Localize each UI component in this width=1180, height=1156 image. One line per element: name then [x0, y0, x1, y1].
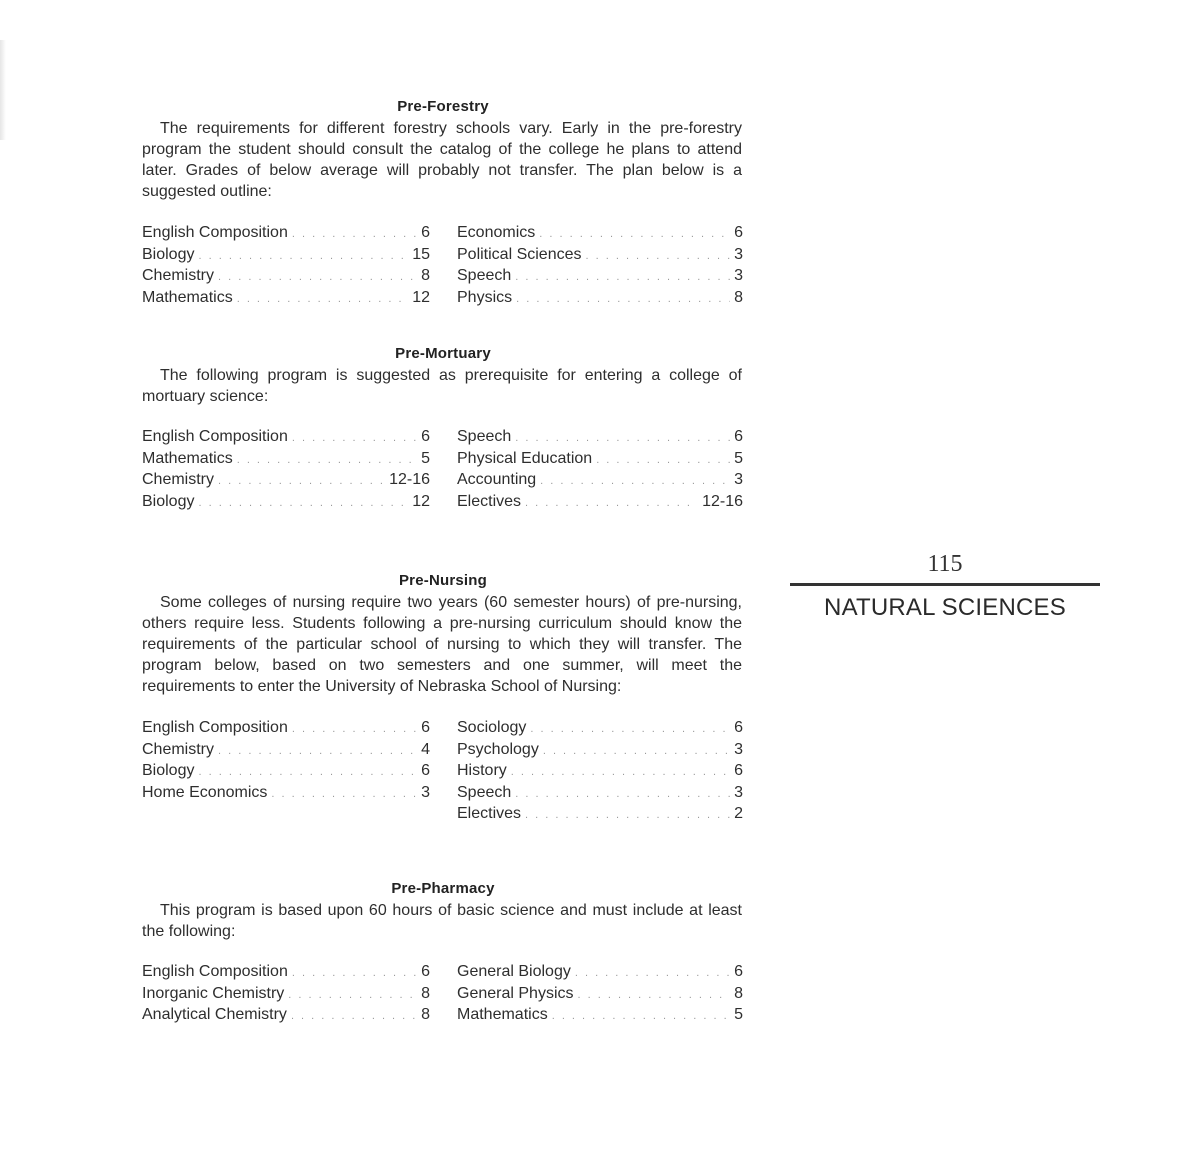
course-row [457, 492, 743, 514]
section-pre-nursing [138, 572, 748, 826]
course-name: General Physics [457, 984, 574, 1002]
course-grid [142, 718, 748, 826]
course-name: Analytical Chemistry [142, 1006, 287, 1024]
course-name: Speech [457, 267, 512, 285]
course-grid [142, 962, 748, 1027]
dot-leader [198, 762, 417, 783]
dot-leader [198, 246, 408, 267]
course-name: Mathematics [142, 288, 233, 306]
course-hours: 5 [734, 1006, 743, 1024]
course-name: Mathematics [457, 1006, 548, 1024]
course-row [457, 804, 743, 826]
course-hours: 8 [734, 984, 743, 1002]
dot-leader [578, 985, 731, 1006]
dot-leader [543, 741, 730, 762]
dot-leader [288, 985, 417, 1006]
course-hours: 12 [412, 492, 430, 510]
course-hours: 8 [421, 267, 430, 285]
course-row [457, 223, 743, 245]
course-list-right [457, 718, 743, 826]
heading-rule [790, 583, 1100, 586]
course-name: Biology [142, 762, 195, 780]
course-hours: 3 [734, 471, 743, 489]
course-row [457, 449, 743, 471]
course-row [457, 962, 743, 984]
dot-leader [530, 719, 730, 740]
course-hours: 6 [421, 762, 430, 780]
dot-leader [575, 963, 730, 984]
course-row [142, 245, 430, 267]
course-name: Chemistry [142, 267, 215, 285]
section-intro: The following program is suggested as prerequisite for entering a college of mortuary science: [142, 367, 742, 405]
course-name: Biology [142, 492, 195, 510]
course-name: Chemistry [142, 740, 215, 758]
course-name: Electives [457, 805, 522, 823]
course-name: Chemistry [142, 471, 215, 489]
course-hours: 8 [734, 288, 743, 306]
course-row [457, 783, 743, 805]
course-row [142, 984, 430, 1006]
dot-leader [218, 267, 417, 288]
course-name: Mathematics [142, 449, 233, 467]
course-hours: 15 [412, 245, 430, 263]
course-list-left [142, 427, 430, 513]
course-name: Sociology [457, 719, 527, 736]
section-title: Pre-Forestry [397, 98, 489, 115]
course-name: Speech [457, 428, 512, 445]
course-name: Accounting [457, 471, 537, 489]
course-hours: 6 [734, 224, 743, 241]
course-name: Political Sciences [457, 245, 582, 263]
course-name: Electives [457, 492, 522, 510]
section-pre-pharmacy [138, 880, 748, 1027]
section-title: Pre-Mortuary [395, 345, 491, 362]
course-list-right [457, 427, 743, 513]
course-name: General Biology [457, 963, 571, 980]
dot-leader [525, 493, 698, 514]
course-row [142, 962, 430, 984]
course-name: English Composition [142, 224, 288, 241]
dot-leader [515, 428, 730, 449]
dot-leader [292, 963, 417, 984]
course-row [142, 718, 430, 740]
dot-leader [198, 493, 408, 514]
dot-leader [586, 246, 731, 267]
course-hours: 12 [412, 288, 430, 306]
course-grid [142, 223, 748, 309]
course-row [142, 783, 430, 805]
course-hours: 3 [421, 783, 430, 801]
dot-leader [292, 719, 417, 740]
course-row [457, 470, 743, 492]
course-row [457, 761, 743, 783]
course-row [142, 449, 430, 471]
dot-leader [291, 1006, 417, 1027]
course-hours: 6 [421, 963, 430, 980]
dot-leader [596, 450, 730, 471]
course-row [142, 1005, 430, 1027]
dot-leader [540, 471, 730, 492]
dot-leader [292, 224, 417, 245]
course-row [457, 718, 743, 740]
dot-leader [552, 1006, 730, 1027]
course-hours: 12-16 [702, 492, 743, 510]
dot-leader [525, 805, 730, 826]
course-list-left [142, 718, 430, 826]
course-hours: 5 [734, 449, 743, 467]
course-hours: 4 [421, 740, 430, 758]
dot-leader [515, 784, 730, 805]
page-sidebar [790, 548, 1100, 622]
course-row [457, 245, 743, 267]
course-list-right [457, 223, 743, 309]
dot-leader [237, 289, 409, 310]
dot-leader [516, 289, 730, 310]
dot-leader [218, 471, 385, 492]
course-name: Inorganic Chemistry [142, 984, 285, 1002]
page-edge-shadow [0, 40, 6, 140]
page-number: 115 [927, 551, 963, 577]
dot-leader [218, 741, 417, 762]
section-title: Pre-Pharmacy [391, 880, 495, 897]
course-row [457, 266, 743, 288]
course-hours: 8 [421, 1006, 430, 1024]
course-row [142, 492, 430, 514]
course-hours: 2 [734, 805, 743, 823]
course-list-left [142, 962, 430, 1027]
course-row [457, 984, 743, 1006]
course-hours: 3 [734, 267, 743, 285]
course-name: Physical Education [457, 449, 593, 467]
course-row [457, 1005, 743, 1027]
course-hours: 12-16 [389, 471, 430, 489]
dot-leader [539, 224, 730, 245]
course-name: Speech [457, 783, 512, 801]
section-title: Pre-Nursing [398, 572, 488, 589]
course-row [142, 740, 430, 762]
dot-leader [511, 762, 730, 783]
dot-leader [271, 784, 417, 805]
course-name: Biology [142, 245, 195, 263]
course-hours: 5 [421, 449, 430, 467]
course-row [457, 740, 743, 762]
course-row [142, 288, 430, 310]
course-name: History [457, 762, 507, 780]
course-hours: 6 [421, 719, 430, 736]
course-name: English Composition [142, 719, 288, 736]
course-name: Physics [457, 288, 513, 306]
course-list-right [457, 962, 743, 1027]
course-hours: 8 [421, 984, 430, 1002]
dot-leader [292, 428, 417, 449]
section-intro: The requirements for different forestry schools vary. Early in the pre-forestry program the student should consult the catalog of the college he plans to attend later. Grades of below average will probably not transfer. The plan below is a suggested outline: [142, 120, 742, 200]
chapter-heading: NATURAL SCIENCES [824, 594, 1066, 621]
course-row [142, 223, 430, 245]
course-hours: 3 [734, 245, 743, 263]
dot-leader [515, 267, 730, 288]
section-pre-mortuary [138, 345, 748, 513]
course-grid [142, 427, 748, 513]
course-list-left [142, 223, 430, 309]
course-hours: 6 [421, 224, 430, 241]
course-hours: 3 [734, 740, 743, 758]
course-hours: 6 [734, 719, 743, 736]
course-row [457, 427, 743, 449]
course-hours: 6 [421, 428, 430, 445]
section-intro: Some colleges of nursing require two years (60 semester hours) of pre-nursing, others require less. Students following a pre-nursing curriculum should know the requirements of the particular school of nursing to which they will transfer. The program below, based on two semesters and one summer, will meet the requirements to enter the University of Nebraska School of Nursing: [142, 594, 742, 695]
course-hours: 3 [734, 783, 743, 801]
course-row [142, 266, 430, 288]
course-name: Economics [457, 224, 536, 241]
section-intro: This program is based upon 60 hours of basic science and must include at least the following: [142, 902, 742, 940]
section-pre-forestry [138, 98, 748, 309]
course-row [142, 470, 430, 492]
course-hours: 6 [734, 762, 743, 780]
course-name: English Composition [142, 963, 288, 980]
course-name: Psychology [457, 740, 539, 758]
course-row [142, 761, 430, 783]
course-hours: 6 [734, 963, 743, 980]
course-hours: 6 [734, 428, 743, 445]
course-row [142, 427, 430, 449]
course-name: Home Economics [142, 783, 268, 801]
course-row [457, 288, 743, 310]
course-name: English Composition [142, 428, 288, 445]
dot-leader [237, 450, 417, 471]
